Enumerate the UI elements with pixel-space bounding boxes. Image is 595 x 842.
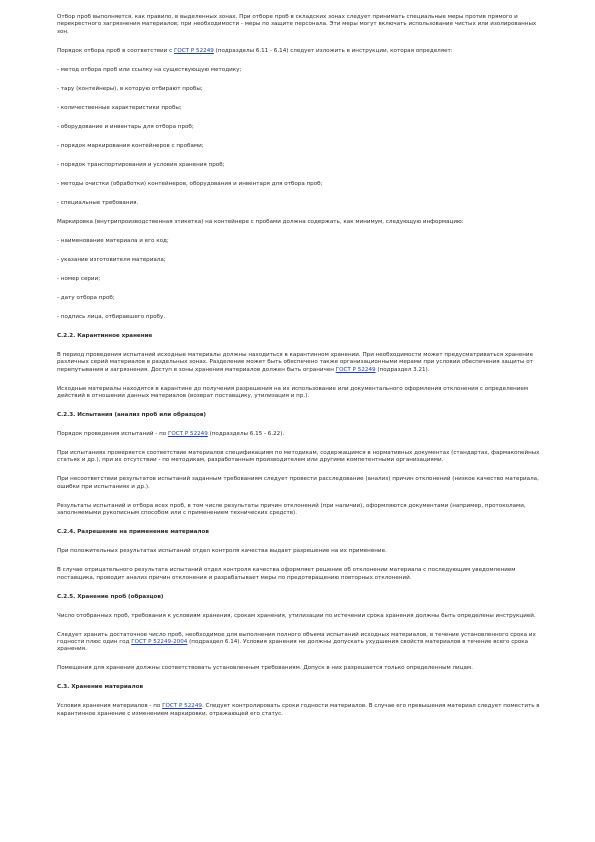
text-run: - метод отбора проб или ссылку на существующую методику; — [57, 66, 242, 73]
text-run: - количественные характеристики пробы; — [57, 104, 182, 111]
standard-link[interactable]: ГОСТ Р 52249 — [173, 47, 214, 54]
section-heading — [57, 333, 543, 340]
text-run: С.3. Хранение материалов — [57, 684, 144, 691]
text-run: - специальные требования. — [57, 199, 139, 206]
text-run: Результаты испытаний и отбора всех проб, в том числе результаты причин отклонений (при наличии), оформляются документами (например, протоколами, заполняемыми рукописным способом или с применением технических средств). — [57, 502, 526, 517]
standard-link[interactable]: ГОСТ Р 52249-2004 — [131, 639, 188, 646]
paragraph — [57, 200, 543, 207]
text-run: Условия хранения материалов - по — [57, 703, 163, 710]
text-run: - номер серии; — [57, 275, 101, 282]
paragraph — [57, 48, 543, 55]
paragraph — [57, 703, 543, 718]
text-run: (подразделы 6.11 - 6.14) следует изложить в инструкции, которая определяет: — [213, 47, 453, 54]
paragraph — [57, 143, 543, 150]
text-run: С.2.5. Хранение проб (образцов) — [57, 593, 164, 600]
standard-link[interactable]: ГОСТ Р 52249 — [335, 366, 376, 373]
text-run: - указание изготовителя материала; — [57, 256, 166, 263]
paragraph — [57, 219, 543, 226]
paragraph — [57, 67, 543, 74]
text-run: С.2.3. Испытания (анализ проб или образцов) — [57, 412, 206, 419]
text-run: - оборудование и инвентарь для отбора проб; — [57, 123, 194, 130]
section-heading — [57, 684, 543, 691]
paragraph — [57, 450, 543, 465]
text-run: В случае отрицательного результата испытаний отдел контроля качества оформляет решение об отклонении материала с последующим уведомлением поставщика, проводит анализ причин отклонения и разрабатывает меры по предотвращению повторных отклонений. — [57, 567, 516, 581]
paragraph — [57, 162, 543, 169]
paragraph — [57, 352, 543, 374]
text-run: . Следует контролировать сроки годности материалов. В случае его превышения материал следует поместить в карантинное хранение с изменением маркировки, отражающей его статус. — [57, 703, 540, 717]
paragraph — [57, 86, 543, 93]
text-run: С.2.4. Разрешение на применение материалов — [57, 529, 209, 536]
text-run: - порядок транспортирования и условия хранения проб; — [57, 161, 225, 168]
text-run: Число отобранных проб, требования к условиям хранения, срокам хранения, утилизации по истечении срока хранения должны быть определены инструкцией. — [57, 612, 536, 619]
paragraph — [57, 548, 543, 555]
paragraph — [57, 238, 543, 245]
text-run: При несоответствии результатов испытаний заданным требованиям следует провести расследование (анализ) причин отклонений (низкое качество материала, ошибки при испытаниях и др.). — [57, 476, 539, 490]
paragraph — [57, 181, 543, 188]
text-run: Исходные материалы находятся в карантине до получения разрешения на их использование или документального оформления отклонения с определением действий в отношении данных материалов (возврат поставщику, утилизация и пр.). — [57, 385, 529, 400]
paragraph — [57, 476, 543, 491]
text-run: Порядок проведения испытаний - по — [57, 431, 168, 438]
section-heading — [57, 529, 543, 536]
text-run: - наименование материала и его код; — [57, 237, 169, 244]
paragraph — [57, 124, 543, 131]
section-heading — [57, 594, 543, 601]
text-run: Маркировка (внутрипроизводственная этикетка) на контейнере с пробами должна содержать, как минимум, следующую информацию: — [57, 218, 464, 225]
text-run: - подпись лица, отбиравшего пробу. — [57, 313, 166, 320]
standard-link[interactable]: ГОСТ Р 52249 — [162, 703, 202, 710]
text-run: - методы очистки (обработки) контейнеров, оборудования и инвентаря для отбора проб; — [57, 180, 323, 187]
text-run: При испытаниях проверяется соответствие материалов спецификациям по методикам, содержащимся в нормативных документах (стандартах, фармакопейных статьях и др.), при их отсутствии - по методикам, разработанным производителем или другими компетентными организациями. — [57, 450, 540, 464]
paragraph — [57, 567, 543, 582]
text-run: Помещения для хранения должны соответствовать установленным требованиям. Допуск в них разрешается только определенным лицам. — [57, 665, 473, 672]
text-run: В период проведения испытаний исходные материалы должны находиться в карантинном хранении. При необходимости может предусматриваться хранение различных серий материалов в раздельных зонах. Разделение может быть обеспечено также организационными мерами при условии обеспечения защиты от перепутывания и загрязнения. Доступ в зоны хранения материалов должен быть ограничен — [57, 351, 534, 373]
paragraph — [57, 632, 543, 654]
text-run: (подраздел 3.21). — [375, 366, 430, 373]
standard-link[interactable]: ГОСТ Р 52249 — [167, 431, 208, 438]
paragraph — [57, 105, 543, 112]
text-run: Порядок отбора проб в соответствии с — [57, 47, 174, 54]
text-run: С.2.2. Карантинное хранение — [57, 332, 153, 339]
text-run: Следует хранить достаточное число проб, необходимое для выполнения полного объема испытаний исходных материалов, в течение установленного срока их годности плюс один год — [57, 631, 536, 646]
paragraph — [57, 503, 543, 518]
document-body — [57, 14, 543, 730]
paragraph — [57, 665, 543, 672]
text-run: (подразделы 6.15 - 6.22). — [207, 431, 285, 438]
text-run: (подраздел 6.14). Условия хранения не должны допускать ухудшения свойств материалов в течение всего срока хранения. — [57, 639, 529, 653]
text-run: - порядок маркирования контейнеров с пробами; — [57, 142, 204, 149]
text-run: При положительных результатах испытаний отдел контроля качества выдает разрешение на их применение. — [57, 548, 387, 555]
paragraph — [57, 276, 543, 283]
paragraph — [57, 314, 543, 321]
paragraph — [57, 431, 543, 438]
section-heading — [57, 412, 543, 419]
paragraph — [57, 295, 543, 302]
paragraph — [57, 613, 543, 620]
text-run: - тару (контейнеры), в которую отбирают пробы; — [57, 85, 203, 92]
text-run: Отбор проб выполняется, как правило, в выделенных зонах. При отборе проб в складских зонах следует принимать специальные меры против прямого и перекрестного загрязнения материалов; при необходимости - меры по защите персонала. Эти меры могут включать использование чистых или изолированных зон. — [57, 14, 537, 35]
paragraph — [57, 257, 543, 264]
paragraph — [57, 14, 543, 36]
paragraph — [57, 386, 543, 401]
text-run: - дату отбора проб; — [57, 294, 115, 301]
